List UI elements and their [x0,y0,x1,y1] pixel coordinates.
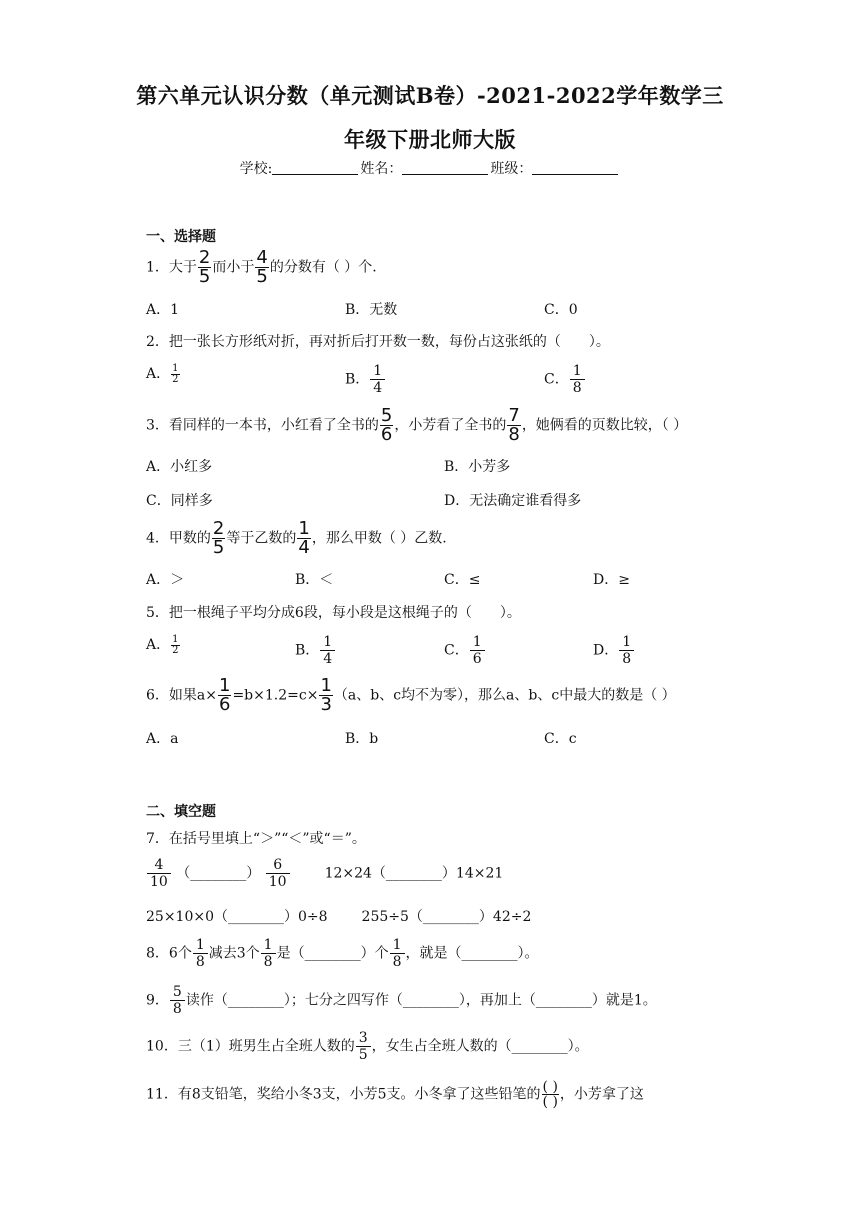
question-1: 1．大于 $\frac{2}{5}$ 而小于 $\frac{4}{5}$ 的分数有（ ）个. [146,247,377,287]
q4-option-c[interactable]: C．≤ [444,572,481,588]
fraction: $\frac{1}{8}$ [570,363,585,396]
student-info-row [0,158,860,178]
fraction: $\frac{1}{3}$ [320,675,332,715]
q2-option-c[interactable]: C． $\frac{1}{8}$ [544,363,586,396]
question-2: 2．把一张长方形纸对折，再对折后打开数一数，每份占这张纸的（ ）。 [146,334,610,350]
q6-option-a[interactable]: A．a [146,731,179,747]
fraction: $\frac{4}{10}$ [147,857,171,890]
q3-option-c[interactable]: C．同样多 [146,493,213,509]
fraction: $\frac{1}{4}$ [298,518,310,558]
class-field[interactable] [532,160,618,175]
question-3: 3．看同样的一本书，小红看了全书的 $\frac{5}{6}$ ，小芳看了全书的 $\frac{7}{8}$ ，她俩看的页数比较，（ ） [146,405,688,445]
class-label: 班级： [490,161,533,177]
q4-option-b[interactable]: B．＜ [295,572,334,588]
fraction: $\frac{1}{6}$ [470,634,485,667]
q2-option-b[interactable]: B． $\frac{1}{4}$ [345,363,386,396]
q3-option-a[interactable]: A．小红多 [146,459,213,475]
question-7: 7．在括号里填上“＞”“＜”或“＝”。 [146,831,366,847]
q6-option-b[interactable]: B．b [345,731,379,747]
q6-option-c[interactable]: C．c [544,731,577,747]
fraction: $\frac{2}{5}$ [212,518,225,558]
q5-option-b[interactable]: B． $\frac{1}{4}$ [295,634,336,667]
fraction: $\frac{6}{10}$ [266,857,290,890]
q7-row-2 [146,906,531,926]
q4-option-a[interactable]: A．＞ [146,572,185,588]
fraction: $\frac{1}{4}$ [370,363,385,396]
q7-expression-3[interactable]: 25×10×0（________）0÷8 [146,909,328,925]
fraction: $\frac{4}{5}$ [256,247,268,287]
fraction: $\frac{3}{5}$ [356,1030,371,1063]
fraction: $\frac{1}{4}$ [320,634,335,667]
fraction: $\frac{5}{8}$ [170,984,185,1017]
fraction: $\frac{2}{5}$ [198,247,211,287]
fraction: $\frac{1}{8}$ [261,937,276,970]
q3-option-d[interactable]: D．无法确定谁看得多 [444,493,582,509]
question-4: 4．甲数的 $\frac{2}{5}$ 等于乙数的 $\frac{1}{4}$ ，那么甲数（ ）乙数. [146,518,447,558]
q5-option-a[interactable]: A． $\frac{1}{2}$ [146,633,179,656]
question-8: 8．6个 $\frac{1}{8}$ 减去3个 $\frac{1}{8}$ 是（________）个 $\frac{1}{8}$ ，就是（________）。 [146,937,539,970]
q3-option-b[interactable]: B．小芳多 [444,459,511,475]
q2-option-a[interactable]: A． $\frac{1}{2}$ [146,362,179,385]
fraction: $\frac{1}{2}$ [172,362,179,385]
question-11: 11．有8支铅笔，奖给小冬3支，小芳5支。小冬拿了这些铅笔的 $\frac{( )}{( )}$ ，小芳拿了这 [146,1079,644,1110]
section-title-choice: 一、选择题 [146,229,216,245]
question-5: 5．把一根绳子平均分成6段，每小段是这根绳子的（ ）。 [146,605,521,621]
page-title-line2: 年级下册北师大版 [344,127,516,152]
fraction: $\frac{7}{8}$ [508,405,520,445]
fraction: $\frac{1}{8}$ [390,937,405,970]
answer-blank[interactable]: （________） [176,865,261,882]
section-title-fill: 二、填空题 [146,804,216,820]
q4-option-d[interactable]: D．≥ [593,572,630,588]
question-10: 10．三（1）班男生占全班人数的 $\frac{3}{5}$ ，女生占全班人数的（________）。 [146,1030,589,1063]
fraction: $\frac{5}{6}$ [380,405,393,445]
name-field[interactable] [402,160,488,175]
q5-option-d[interactable]: D． $\frac{1}{8}$ [593,634,635,667]
school-label: 学校: [239,161,273,177]
question-6: 6．如果a× $\frac{1}{6}$ =b×1.2=c× $\frac{1}{3}$ （a、b、c均不为零），那么a、b、c中最大的数是（ ） [146,675,676,715]
q7-row-1 [146,857,503,890]
q5-option-c[interactable]: C． $\frac{1}{6}$ [444,634,486,667]
name-label: 姓名： [360,161,403,177]
fraction-blank[interactable]: $\frac{( )}{( )}$ [542,1079,558,1110]
question-9: 9． $\frac{5}{8}$ 读作（________）；七分之四写作（________），再加上（________）就是1。 [146,984,657,1017]
q7-expression-2[interactable]: 12×24（________）14×21 [324,865,504,882]
page-title-line1: 第六单元认识分数（单元测试B卷）-2021-2022学年数学三 [136,83,724,108]
fraction: $\frac{1}{8}$ [193,937,208,970]
q1-option-a[interactable]: A．1 [146,302,180,318]
q1-option-c[interactable]: C．0 [544,302,578,318]
fraction: $\frac{1}{2}$ [172,633,179,656]
fraction: $\frac{1}{8}$ [619,634,634,667]
q1-option-b[interactable]: B．无数 [345,302,398,318]
school-field[interactable] [272,160,358,175]
q7-expression-4[interactable]: 255÷5（________）42÷2 [361,909,532,925]
fraction: $\frac{1}{6}$ [218,675,231,715]
